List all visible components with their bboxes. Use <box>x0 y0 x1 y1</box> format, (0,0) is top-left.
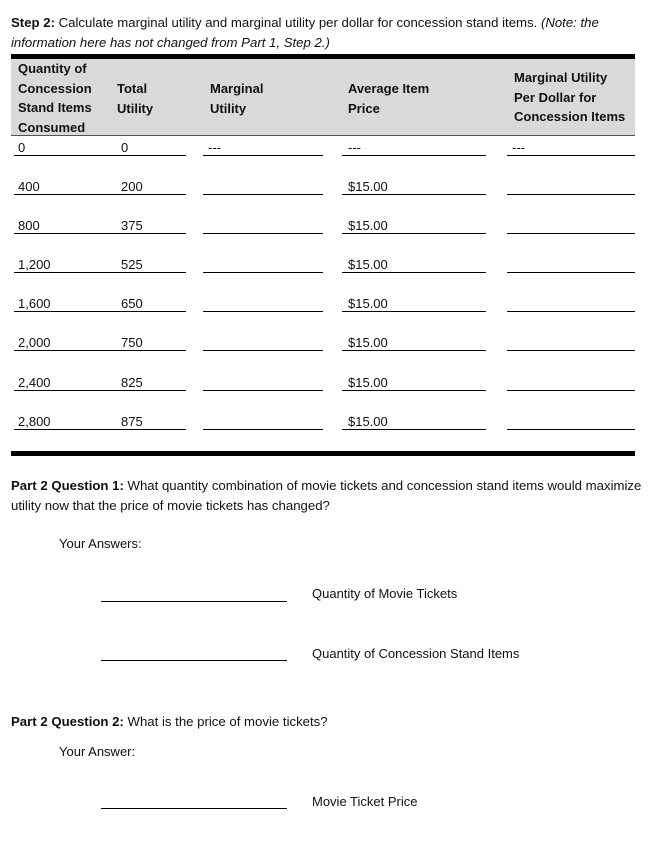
cell-marginal-utility[interactable] <box>203 375 323 391</box>
cell-average-price: $15.00 <box>342 296 486 312</box>
cell-marginal-utility[interactable] <box>203 414 323 430</box>
concession-items-quantity-label: Quantity of Concession Stand Items <box>312 646 520 661</box>
cell-average-price: $15.00 <box>342 414 486 430</box>
table-bottom-rule <box>11 451 635 456</box>
cell-marginal-utility[interactable] <box>203 257 323 273</box>
cell-marginal-utility[interactable] <box>203 218 323 234</box>
cell-marginal-utility[interactable] <box>203 335 323 351</box>
movie-tickets-quantity-label: Quantity of Movie Tickets <box>312 586 458 601</box>
movie-ticket-price-label: Movie Ticket Price <box>312 794 418 809</box>
cell-mu-per-dollar[interactable] <box>507 296 635 312</box>
cell-mu-per-dollar[interactable] <box>507 375 635 391</box>
cell-quantity: 400 <box>14 179 186 195</box>
table-header <box>11 59 635 136</box>
cell-marginal-utility[interactable] <box>203 296 323 312</box>
cell-average-price: $15.00 <box>342 335 486 351</box>
cell-quantity: 2,800 <box>14 414 186 430</box>
question-2 <box>11 712 643 732</box>
movie-tickets-quantity-blank[interactable] <box>101 601 287 602</box>
cell-total-utility: 650 <box>121 296 143 311</box>
cell-quantity: 1,200 <box>14 257 186 273</box>
cell-mu-per-dollar[interactable] <box>507 218 635 234</box>
movie-ticket-price-blank[interactable] <box>101 808 287 809</box>
cell-total-utility: 525 <box>121 257 143 272</box>
cell-marginal-utility[interactable] <box>203 179 323 195</box>
cell-marginal-utility[interactable]: --- <box>203 140 323 156</box>
cell-average-price: --- <box>342 140 486 156</box>
step-instructions <box>11 13 643 53</box>
step-text: Calculate marginal utility and marginal utility per dollar for concession stand items. <box>54 15 541 30</box>
cell-total-utility: 750 <box>121 335 143 350</box>
question-2-text: What is the price of movie tickets? <box>123 714 328 729</box>
cell-mu-per-dollar[interactable]: --- <box>507 140 635 156</box>
cell-quantity: 0 <box>14 140 186 156</box>
cell-mu-per-dollar[interactable] <box>507 257 635 273</box>
question-1-text: What quantity combination of movie tickets and concession stand items would maximize utility now that the price of movie tickets has changed? <box>11 478 642 513</box>
cell-average-price: $15.00 <box>342 218 486 234</box>
cell-total-utility: 875 <box>121 414 143 429</box>
cell-average-price: $15.00 <box>342 375 486 391</box>
cell-quantity: 1,600 <box>14 296 186 312</box>
cell-total-utility: 825 <box>121 375 143 390</box>
header-marginal-utility: Marginal Utility <box>210 81 264 116</box>
concession-items-quantity-blank[interactable] <box>101 660 287 661</box>
cell-average-price: $15.00 <box>342 179 486 195</box>
your-answers-label: Your Answers: <box>59 536 142 551</box>
step-label: Step 2: <box>11 15 55 30</box>
cell-quantity: 2,000 <box>14 335 186 351</box>
header-mu-per-dollar: Marginal Utility Per Dollar for Concession Items <box>514 70 626 124</box>
cell-average-price: $15.00 <box>342 257 486 273</box>
question-1 <box>11 476 643 516</box>
your-answer-label: Your Answer: <box>59 744 136 759</box>
cell-quantity: 2,400 <box>14 375 186 391</box>
cell-total-utility: 375 <box>121 218 143 233</box>
cell-mu-per-dollar[interactable] <box>507 414 635 430</box>
cell-mu-per-dollar[interactable] <box>507 335 635 351</box>
cell-total-utility: 0 <box>121 140 129 155</box>
header-quantity: Quantity of Concession Stand Items Consumed <box>18 61 92 135</box>
step-note: (Note: the information here has not changed from Part 1, Step 2.) <box>11 15 599 50</box>
header-total-utility: Total Utility <box>117 81 154 116</box>
cell-total-utility: 200 <box>121 179 143 194</box>
header-average-price: Average Item Price <box>348 81 430 116</box>
cell-mu-per-dollar[interactable] <box>507 179 635 195</box>
question-2-label: Part 2 Question 2: <box>11 714 124 729</box>
cell-quantity: 800 <box>14 218 186 234</box>
question-1-label: Part 2 Question 1: <box>11 478 124 493</box>
